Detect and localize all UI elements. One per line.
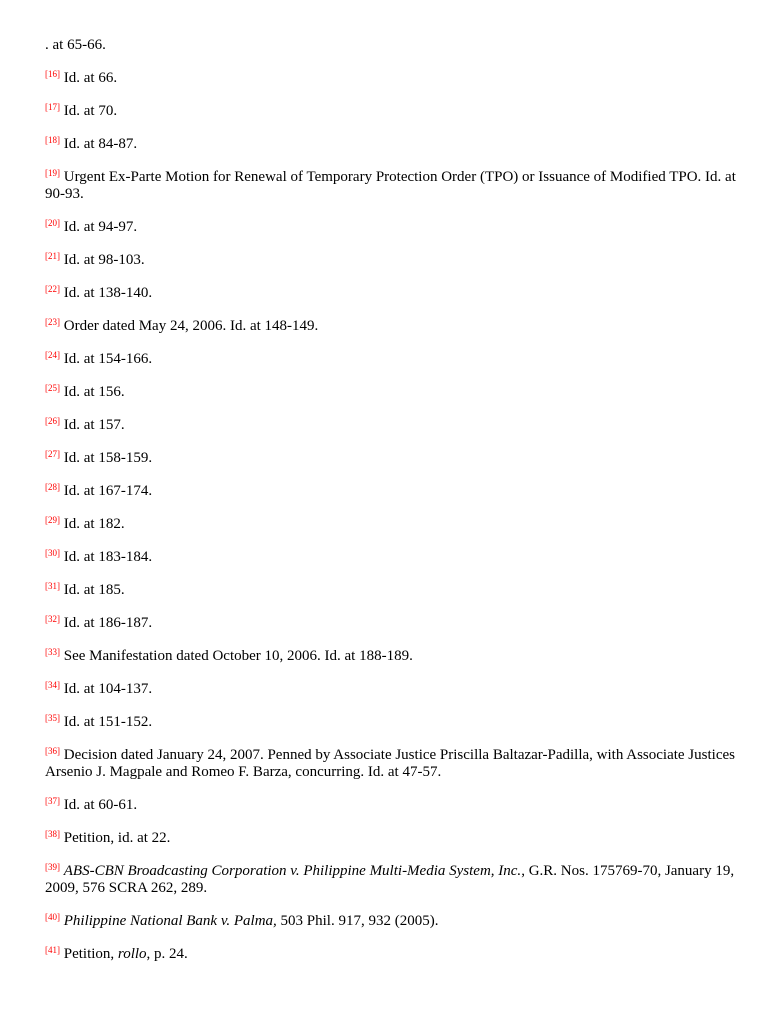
footnote-text: 503 Phil. 917, 932 (2005). [276, 913, 439, 929]
footnote-20 [45, 714, 738, 731]
footnote-ref-link[interactable]: [30] [45, 548, 60, 558]
footnote-text: Petition, id. at 22. [63, 830, 171, 846]
footnote-ref-link[interactable]: [38] [45, 829, 60, 839]
footnote-text: Id. at 98-103. [63, 252, 145, 268]
footnote-6 [45, 252, 738, 269]
footnote-citation-italic: rollo [117, 946, 147, 962]
footnote-text: . at 65-66. [45, 37, 106, 53]
footnote-ref-link[interactable]: [19] [45, 168, 60, 178]
footnote-text: Id. at 158-159. [63, 450, 153, 466]
footnote-0 [45, 37, 738, 54]
footnote-ref-link[interactable]: [31] [45, 581, 60, 591]
footnote-3 [45, 136, 738, 153]
footnote-18 [45, 648, 738, 665]
footnote-24 [45, 863, 738, 897]
footnote-21 [45, 747, 738, 781]
footnote-text: Id. at 60-61. [63, 797, 138, 813]
footnote-ref-link[interactable]: [24] [45, 350, 60, 360]
footnote-9 [45, 351, 738, 368]
footnote-ref-link[interactable]: [40] [45, 912, 60, 922]
footnote-text: , G.R. Nos. 175769-70, January 19, 2009, 576 SCRA 262, 289. [45, 863, 735, 896]
footnote-11 [45, 417, 738, 434]
footnote-ref-link[interactable]: [17] [45, 102, 60, 112]
footnote-ref-link[interactable]: [26] [45, 416, 60, 426]
footnote-2 [45, 103, 738, 120]
footnote-ref-link[interactable]: [16] [45, 69, 60, 79]
footnote-4 [45, 169, 738, 203]
footnote-citation-italic: ABS-CBN Broadcasting Corporation v. Philippine Multi-Media System, Inc. [63, 863, 522, 879]
footnote-ref-link[interactable]: [39] [45, 862, 60, 872]
footnote-13 [45, 483, 738, 500]
footnote-ref-link[interactable]: [22] [45, 284, 60, 294]
footnote-15 [45, 549, 738, 566]
footnote-ref-link[interactable]: [23] [45, 317, 60, 327]
footnote-ref-link[interactable]: [41] [45, 945, 60, 955]
footnote-7 [45, 285, 738, 302]
footnote-26 [45, 946, 738, 963]
footnote-ref-link[interactable]: [21] [45, 251, 60, 261]
footnote-text: Id. at 84-87. [63, 136, 138, 152]
footnote-22 [45, 797, 738, 814]
footnote-17 [45, 615, 738, 632]
footnote-text: Id. at 183-184. [63, 549, 153, 565]
footnote-ref-link[interactable]: [25] [45, 383, 60, 393]
footnote-ref-link[interactable]: [27] [45, 449, 60, 459]
footnote-text: Id. at 185. [63, 582, 125, 598]
footnote-1 [45, 70, 738, 87]
footnote-text: See Manifestation dated October 10, 2006. Id. at 188-189. [63, 648, 413, 664]
footnote-10 [45, 384, 738, 401]
footnote-text: Id. at 66. [63, 70, 118, 86]
footnote-text: Id. at 94-97. [63, 219, 138, 235]
footnote-23 [45, 830, 738, 847]
footnote-19 [45, 681, 738, 698]
footnote-text: Id. at 138-140. [63, 285, 153, 301]
footnote-text: Id. at 104-137. [63, 681, 153, 697]
footnote-text: , p. 24. [146, 946, 188, 962]
footnote-12 [45, 450, 738, 467]
footnote-text: Petition, [63, 946, 118, 962]
footnote-citation-italic: Philippine National Bank v. Palma, [63, 913, 277, 929]
footnote-text: Id. at 157. [63, 417, 125, 433]
footnote-ref-link[interactable]: [20] [45, 218, 60, 228]
footnote-text: Id. at 182. [63, 516, 125, 532]
footnote-8 [45, 318, 738, 335]
footnote-text: Id. at 156. [63, 384, 125, 400]
footnote-ref-link[interactable]: [18] [45, 135, 60, 145]
footnote-16 [45, 582, 738, 599]
footnote-ref-link[interactable]: [37] [45, 796, 60, 806]
footnote-14 [45, 516, 738, 533]
footnote-text: Id. at 154-166. [63, 351, 153, 367]
footnote-text: Id. at 186-187. [63, 615, 153, 631]
footnote-text: Id. at 70. [63, 103, 118, 119]
footnote-text: Id. at 167-174. [63, 483, 153, 499]
footnote-25 [45, 913, 738, 930]
footnote-ref-link[interactable]: [34] [45, 680, 60, 690]
footnote-ref-link[interactable]: [33] [45, 647, 60, 657]
footnote-ref-link[interactable]: [36] [45, 746, 60, 756]
footnote-text: Order dated May 24, 2006. Id. at 148-149. [63, 318, 319, 334]
footnote-ref-link[interactable]: [28] [45, 482, 60, 492]
footnote-text: Id. at 151-152. [63, 714, 153, 730]
footnote-ref-link[interactable]: [32] [45, 614, 60, 624]
footnote-5 [45, 219, 738, 236]
footnote-ref-link[interactable]: [29] [45, 515, 60, 525]
footnote-text: Urgent Ex-Parte Motion for Renewal of Temporary Protection Order (TPO) or Issuance of Modified TPO. Id. at 90-93. [45, 169, 736, 202]
footnote-text: Decision dated January 24, 2007. Penned by Associate Justice Priscilla Baltazar-Padilla, with Associate Justices Arsenio J. Magpale and Romeo F. Barza, concurring. Id. at 47-57. [45, 747, 735, 780]
footnote-ref-link[interactable]: [35] [45, 713, 60, 723]
